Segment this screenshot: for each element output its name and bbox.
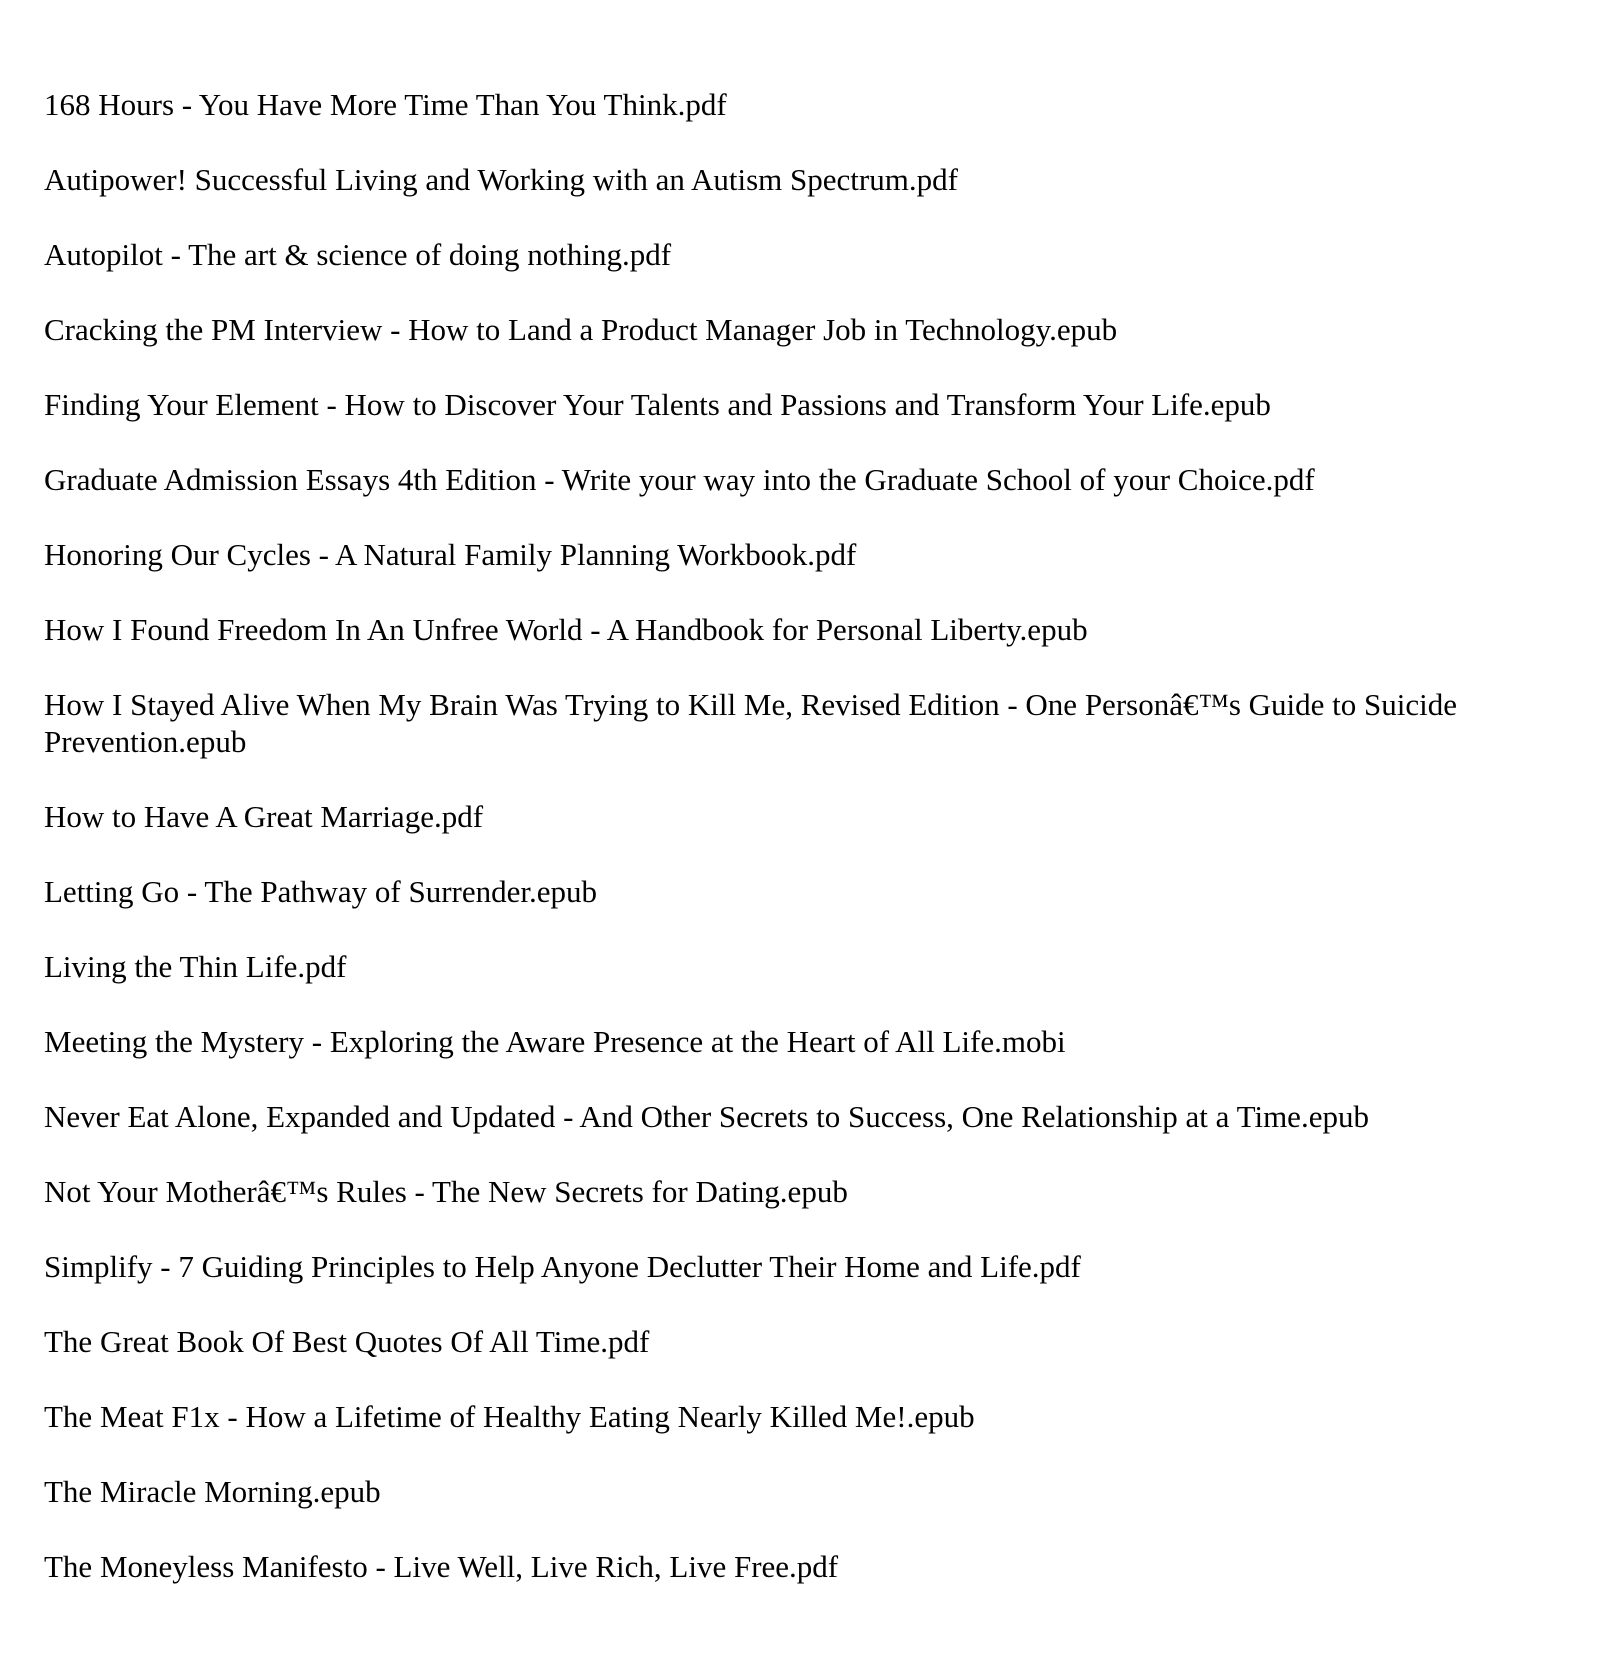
file-name-line: Not Your Motherâ€™s Rules - The New Secrets for Dating.epub bbox=[44, 1174, 848, 1209]
file-name-line: Finding Your Element - How to Discover Your Talents and Passions and Transform Your Life.epub bbox=[44, 387, 1271, 422]
file-name-line: Living the Thin Life.pdf bbox=[44, 949, 347, 984]
file-name-line: Never Eat Alone, Expanded and Updated - And Other Secrets to Success, One Relationship at a Time.epub bbox=[44, 1099, 1369, 1134]
file-name-line: The Miracle Morning.epub bbox=[44, 1474, 381, 1509]
file-name-line: Autopilot - The art & science of doing nothing.pdf bbox=[44, 237, 672, 272]
file-name-line: 168 Hours - You Have More Time Than You Think.pdf bbox=[44, 87, 727, 122]
file-name-line: Cracking the PM Interview - How to Land a Product Manager Job in Technology.epub bbox=[44, 312, 1118, 347]
file-name-line: How I Stayed Alive When My Brain Was Trying to Kill Me, Revised Edition - One Personâ€™s Guide to Suicide Prevention.epub bbox=[44, 687, 1458, 759]
file-name-line: The Moneyless Manifesto - Live Well, Live Rich, Live Free.pdf bbox=[44, 1549, 839, 1584]
file-name-line: Honoring Our Cycles - A Natural Family Planning Workbook.pdf bbox=[44, 537, 857, 572]
file-name-line: The Meat F1x - How a Lifetime of Healthy Eating Nearly Killed Me!.epub bbox=[44, 1399, 975, 1434]
file-name-line: Letting Go - The Pathway of Surrender.epub bbox=[44, 874, 597, 909]
file-list bbox=[44, 86, 1584, 1623]
file-name-line: How I Found Freedom In An Unfree World - A Handbook for Personal Liberty.epub bbox=[44, 612, 1088, 647]
file-name-line: Meeting the Mystery - Exploring the Aware Presence at the Heart of All Life.mobi bbox=[44, 1024, 1066, 1059]
file-name-line: How to Have A Great Marriage.pdf bbox=[44, 799, 484, 834]
file-name-line: The Great Book Of Best Quotes Of All Time.pdf bbox=[44, 1324, 650, 1359]
file-name-line: Autipower! Successful Living and Working with an Autism Spectrum.pdf bbox=[44, 162, 958, 197]
file-name-line: Graduate Admission Essays 4th Edition - Write your way into the Graduate School of your Choice.pdf bbox=[44, 462, 1315, 497]
file-name-line: Simplify - 7 Guiding Principles to Help Anyone Declutter Their Home and Life.pdf bbox=[44, 1249, 1081, 1284]
